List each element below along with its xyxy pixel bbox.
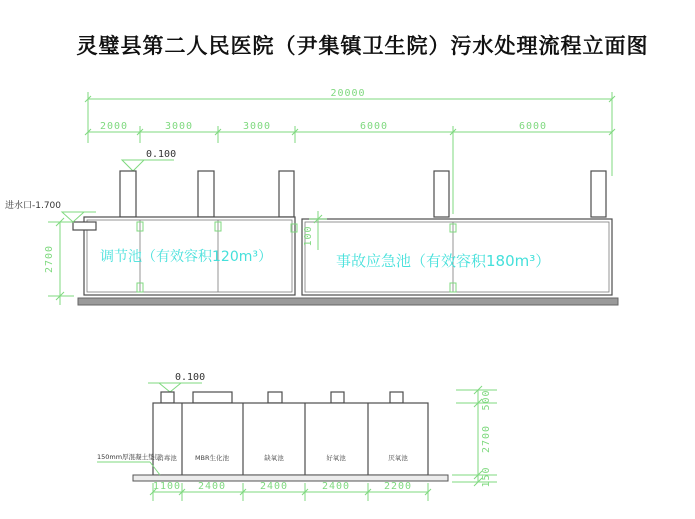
- width-dim-4: 2400: [321, 481, 351, 492]
- height-dim-3: 150: [481, 466, 492, 488]
- drawing-title: 灵璧县第二人民医院（尹集镇卫生院）污水处理流程立面图: [76, 34, 649, 58]
- equipment-tank: [153, 392, 428, 475]
- segment-dim-4: 6000: [359, 121, 389, 132]
- height-dim-2: 2700: [481, 424, 492, 454]
- compartment-label-1: 消毒池: [157, 454, 177, 462]
- width-dim-3: 2400: [259, 481, 289, 492]
- inlet-label: 进水口-1.700: [5, 201, 62, 211]
- overall-dimension-label: 20000: [330, 88, 366, 99]
- vent-box: [331, 392, 344, 403]
- upper-elevation-view: [5, 88, 618, 305]
- upper-foundation-slab: [78, 298, 618, 305]
- emergency-tank: [302, 219, 612, 295]
- top-offset-value: 100: [303, 225, 314, 247]
- base-note: [97, 452, 162, 475]
- compartment-label-4: 好氧池: [326, 454, 346, 462]
- level-triangle-icon: [122, 160, 144, 171]
- compartment-label-5: 厌氧池: [388, 454, 408, 462]
- height-dim-1: 500: [481, 389, 492, 411]
- inlet-pipe: [73, 222, 96, 230]
- vent-pipe: [198, 171, 214, 217]
- tank-depth-value: 2700: [44, 244, 55, 274]
- vent-box: [193, 392, 232, 403]
- width-dimensions: [150, 481, 431, 501]
- height-dimensions: [452, 386, 497, 488]
- width-dim-2: 2400: [197, 481, 227, 492]
- vent-box: [268, 392, 282, 403]
- regulating-tank: [84, 217, 295, 295]
- compartment-label-3: 缺氧池: [264, 454, 284, 462]
- inlet: [5, 199, 96, 230]
- overall-dimension: [85, 88, 615, 107]
- lower-elevation-view: [97, 372, 497, 501]
- lower-level-marker: [148, 372, 205, 392]
- segment-dim-1: 2000: [99, 121, 129, 132]
- vent-pipe: [591, 171, 606, 217]
- regulating-tank-label: 调节池（有效容积120m³）: [100, 249, 272, 265]
- compartment-label-2: MBR生化池: [194, 454, 230, 462]
- segment-dim-5: 6000: [518, 121, 548, 132]
- segment-dim-2: 3000: [164, 121, 194, 132]
- vent-pipe: [434, 171, 449, 217]
- vent-pipe: [279, 171, 294, 217]
- upper-level-marker: [122, 149, 176, 171]
- lower-level-value: 0.100: [175, 372, 206, 383]
- segment-dim-3: 3000: [242, 121, 272, 132]
- tank-depth-dimension: [44, 218, 74, 305]
- upper-level-value: 0.100: [146, 149, 177, 160]
- vent-box: [161, 392, 174, 403]
- emergency-tank-label: 事故应急池（有效容积180m³）: [336, 252, 551, 270]
- inlet-triangle-icon: [62, 212, 84, 222]
- width-dim-1: 1100: [152, 481, 182, 492]
- level-triangle-icon: [159, 383, 181, 392]
- vent-box: [390, 392, 403, 403]
- base-note-label: 150mm厚混凝土垫层: [97, 453, 162, 461]
- vent-pipe: [120, 171, 136, 217]
- vent-pipes: [120, 171, 606, 217]
- width-dim-5: 2200: [383, 481, 413, 492]
